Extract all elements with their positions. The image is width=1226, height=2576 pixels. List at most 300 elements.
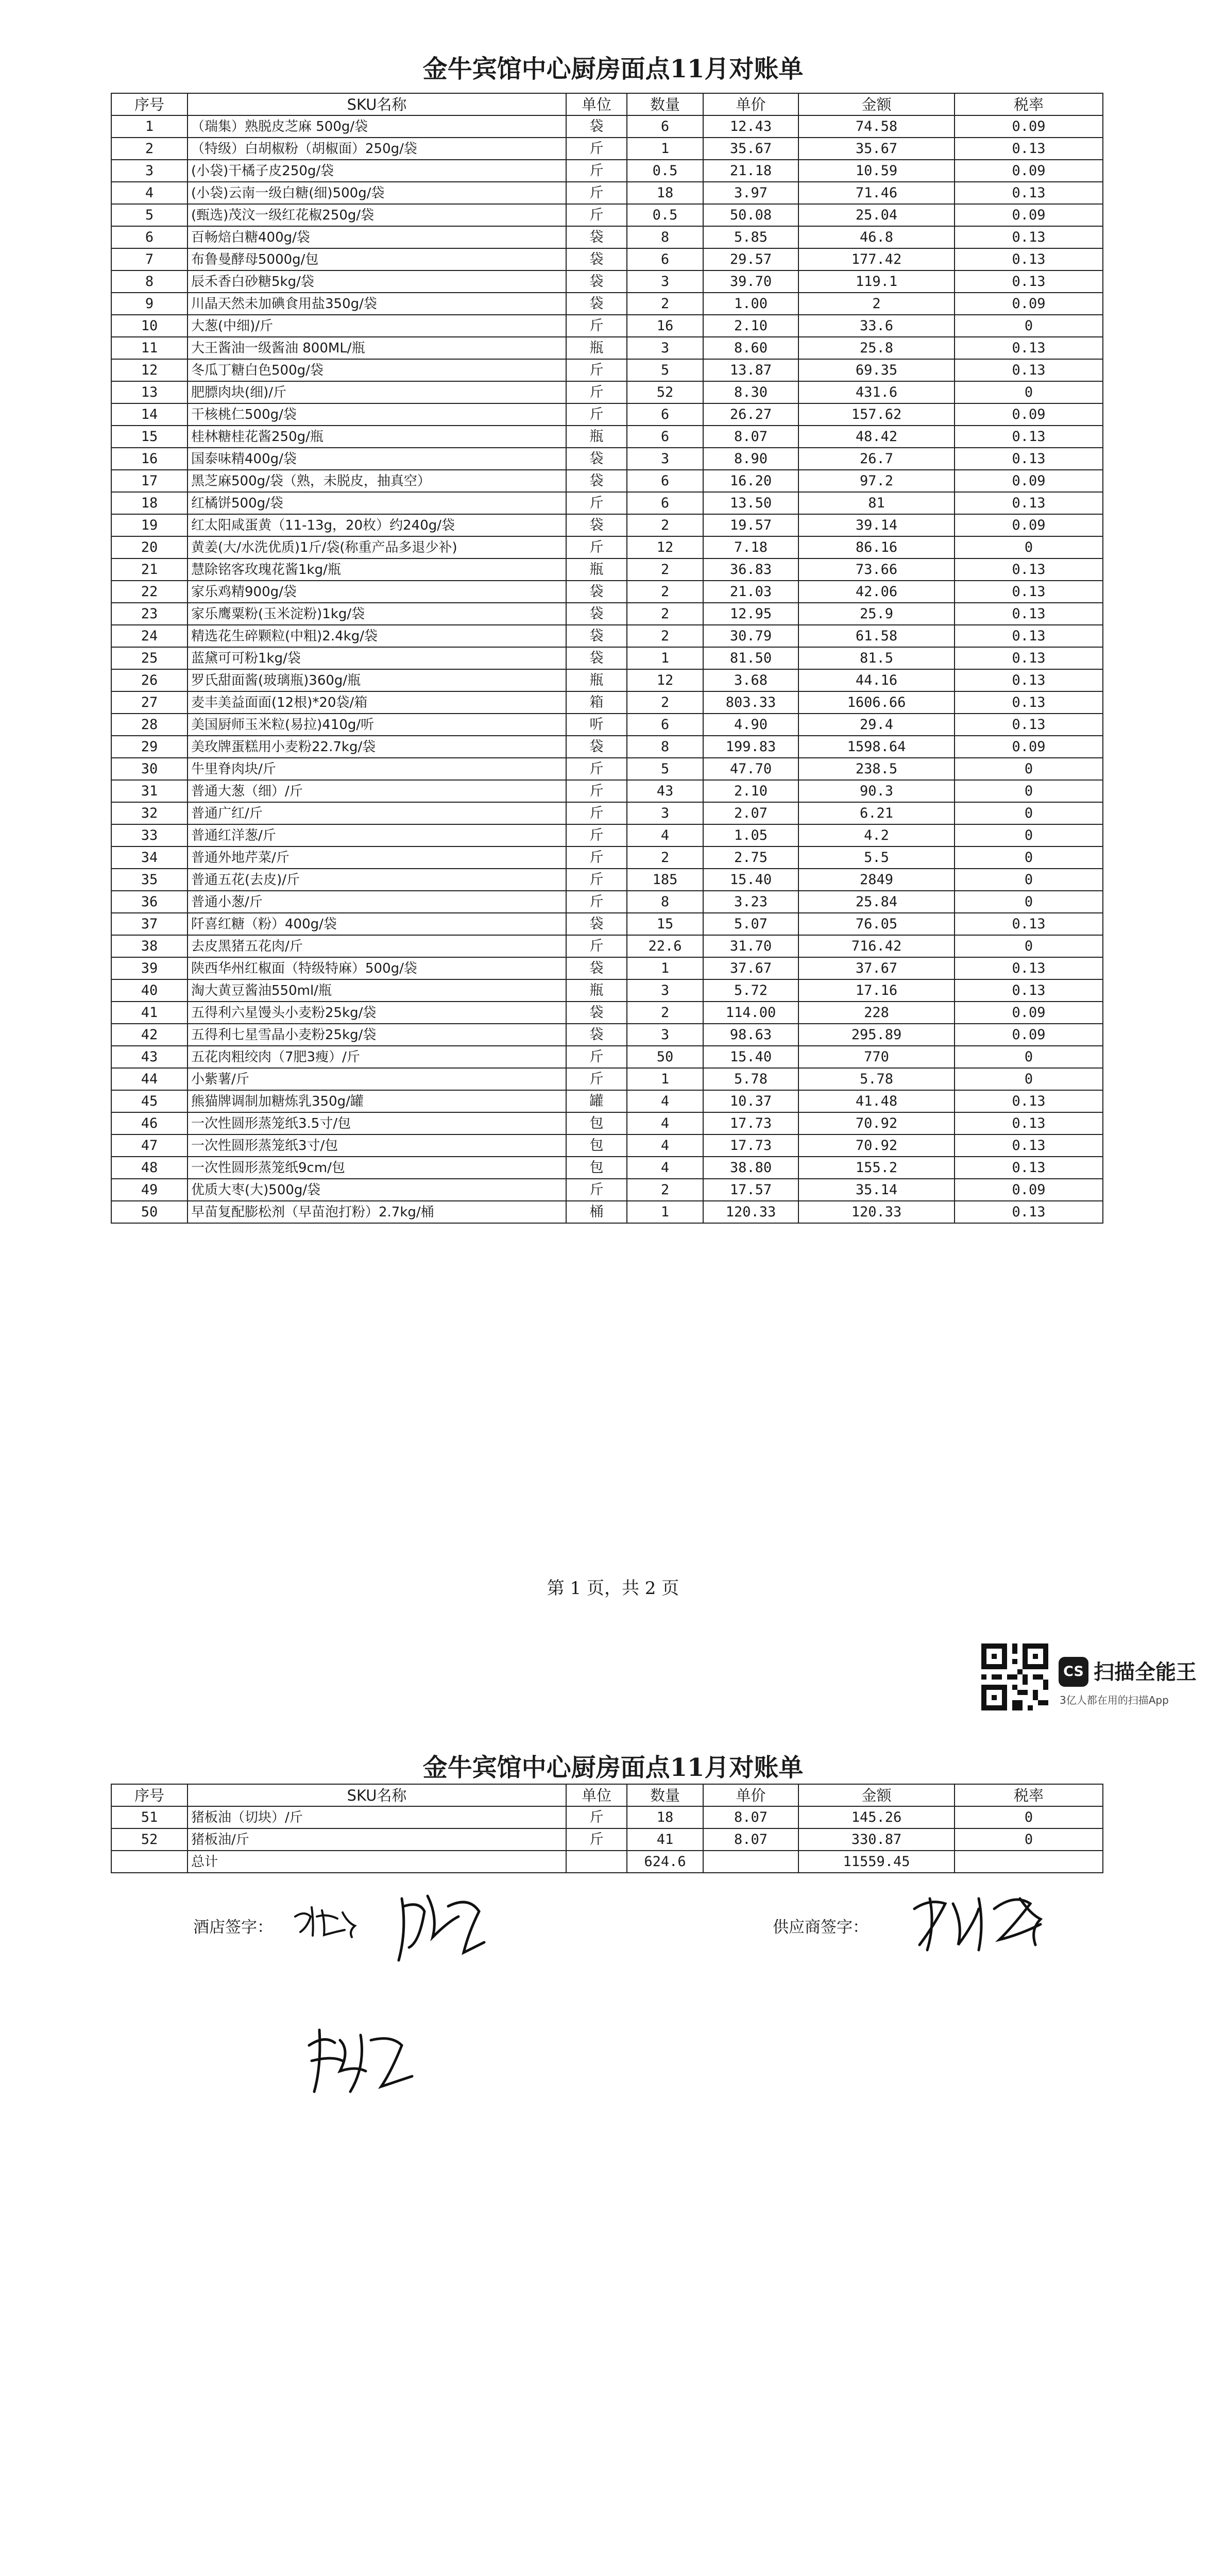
amount: 29.4: [798, 714, 955, 736]
hotel-signature-label: 酒店签字：: [193, 1918, 273, 1937]
unit: 斤: [566, 315, 627, 337]
scanner-watermark: [981, 1643, 1223, 1716]
table-row: [111, 691, 1103, 714]
table-row: [111, 846, 1103, 869]
sku-name: 熊猫牌调制加糖炼乳350g/罐: [188, 1090, 566, 1112]
sku-name: 早苗复配膨松剂（早苗泡打粉）2.7kg/桶: [188, 1201, 566, 1223]
amount: 157.62: [798, 403, 955, 426]
row-index: 14: [111, 403, 188, 426]
unit-price: 26.27: [703, 403, 798, 426]
unit: 瓶: [566, 669, 627, 691]
unit: 袋: [566, 448, 627, 470]
row-index: 19: [111, 514, 188, 536]
amount: 2: [798, 293, 955, 315]
row-index: 51: [111, 1806, 188, 1828]
row-index: 52: [111, 1828, 188, 1851]
tax-rate: 0: [955, 1806, 1103, 1828]
quantity: 8: [627, 736, 703, 758]
tax-rate: 0.09: [955, 160, 1103, 182]
amount: 228: [798, 1002, 955, 1024]
unit-price: 15.40: [703, 1046, 798, 1068]
unit-price: 17.57: [703, 1179, 798, 1201]
quantity: 6: [627, 115, 703, 138]
unit: 斤: [566, 381, 627, 403]
quantity: 4: [627, 1134, 703, 1157]
page-number: 第 1 页，共 2 页: [547, 1578, 679, 1599]
unit: 斤: [566, 1068, 627, 1090]
column-header: 单位: [566, 1784, 627, 1806]
unit-price: 15.40: [703, 869, 798, 891]
tax-rate: 0: [955, 846, 1103, 869]
unit: 袋: [566, 514, 627, 536]
row-index: 44: [111, 1068, 188, 1090]
unit-price: 19.57: [703, 514, 798, 536]
unit: 箱: [566, 691, 627, 714]
amount: 5.78: [798, 1068, 955, 1090]
table-row: [111, 913, 1103, 935]
table-row: [111, 470, 1103, 492]
scanner-slogan: 3亿人都在用的扫描App: [1060, 1694, 1169, 1706]
amount: 44.16: [798, 669, 955, 691]
quantity: 43: [627, 780, 703, 802]
unit: 斤: [566, 758, 627, 780]
unit-price: 1.00: [703, 293, 798, 315]
row-index: 34: [111, 846, 188, 869]
unit-price: 12.95: [703, 603, 798, 625]
amount: 431.6: [798, 381, 955, 403]
unit: 斤: [566, 1179, 627, 1201]
table-row: [111, 359, 1103, 381]
amount: 10.59: [798, 160, 955, 182]
quantity: 5: [627, 359, 703, 381]
sku-name: 普通外地芹菜/斤: [188, 846, 566, 869]
row-index: 21: [111, 558, 188, 581]
table-row: [111, 448, 1103, 470]
hotel-signature-2: [391, 1886, 495, 1973]
quantity: 3: [627, 270, 703, 293]
table-row: [111, 869, 1103, 891]
table-header-row: [111, 1784, 1103, 1806]
amount: 35.67: [798, 138, 955, 160]
quantity: 2: [627, 846, 703, 869]
quantity: 2: [627, 581, 703, 603]
unit-price: 35.67: [703, 138, 798, 160]
unit: 斤: [566, 359, 627, 381]
table-row: [111, 248, 1103, 270]
amount: 1606.66: [798, 691, 955, 714]
tax-rate: 0.13: [955, 1201, 1103, 1223]
tax-rate: 0.13: [955, 182, 1103, 204]
sku-name: 肥膘肉块(细)/斤: [188, 381, 566, 403]
amount: 76.05: [798, 913, 955, 935]
quantity: 1: [627, 1201, 703, 1223]
column-header: 税率: [955, 1784, 1103, 1806]
quantity: 18: [627, 1806, 703, 1828]
amount: 70.92: [798, 1134, 955, 1157]
table-row: [111, 182, 1103, 204]
table-row: [111, 270, 1103, 293]
table-row: [111, 581, 1103, 603]
quantity: 2: [627, 293, 703, 315]
amount: 145.26: [798, 1806, 955, 1828]
tax-rate: 0: [955, 824, 1103, 846]
unit: 罐: [566, 1090, 627, 1112]
sku-name: 普通五花(去皮)/斤: [188, 869, 566, 891]
table-row: [111, 1201, 1103, 1223]
quantity: 4: [627, 824, 703, 846]
unit-price: 5.07: [703, 913, 798, 935]
sku-name: 普通小葱/斤: [188, 891, 566, 913]
tax-rate: 0: [955, 381, 1103, 403]
quantity: 3: [627, 1024, 703, 1046]
quantity: 3: [627, 448, 703, 470]
sku-name: 一次性圆形蒸笼纸9cm/包: [188, 1157, 566, 1179]
quantity: 6: [627, 403, 703, 426]
row-index: 37: [111, 913, 188, 935]
table-row: [111, 1157, 1103, 1179]
table-row: [111, 426, 1103, 448]
sku-name: 桂林糖桂花酱250g/瓶: [188, 426, 566, 448]
quantity: 6: [627, 470, 703, 492]
unit-price: 8.90: [703, 448, 798, 470]
supplier-signature: [907, 1888, 1061, 1960]
amount: 177.42: [798, 248, 955, 270]
amount: 2849: [798, 869, 955, 891]
unit: 斤: [566, 403, 627, 426]
row-index: 16: [111, 448, 188, 470]
row-index: 47: [111, 1134, 188, 1157]
quantity: 18: [627, 182, 703, 204]
unit: 斤: [566, 536, 627, 558]
quantity: 2: [627, 1179, 703, 1201]
tax-rate: 0: [955, 1828, 1103, 1851]
unit: 袋: [566, 293, 627, 315]
tax-rate: 0.13: [955, 1090, 1103, 1112]
row-index: 23: [111, 603, 188, 625]
quantity: 2: [627, 514, 703, 536]
unit-price: 21.18: [703, 160, 798, 182]
amount: 4.2: [798, 824, 955, 846]
sku-name: 小紫薯/斤: [188, 1068, 566, 1090]
row-index: 31: [111, 780, 188, 802]
sku-name: 精选花生碎颗粒(中粗)2.4kg/袋: [188, 625, 566, 647]
row-index: 29: [111, 736, 188, 758]
table-row: [111, 226, 1103, 248]
row-index: 8: [111, 270, 188, 293]
row-index: 30: [111, 758, 188, 780]
amount: 70.92: [798, 1112, 955, 1134]
row-index: 11: [111, 337, 188, 359]
unit: 包: [566, 1134, 627, 1157]
unit-price: 2.07: [703, 802, 798, 824]
row-index: 27: [111, 691, 188, 714]
unit-price: 30.79: [703, 625, 798, 647]
table-row: [111, 1806, 1103, 1828]
column-header: 数量: [627, 93, 703, 115]
quantity: 6: [627, 714, 703, 736]
sku-name: 大葱(中细)/斤: [188, 315, 566, 337]
sku-name: 一次性圆形蒸笼纸3.5寸/包: [188, 1112, 566, 1134]
table-row: [111, 824, 1103, 846]
row-index: 38: [111, 935, 188, 957]
table-row: [111, 337, 1103, 359]
tax-rate: 0.13: [955, 1157, 1103, 1179]
amount: 120.33: [798, 1201, 955, 1223]
unit: 袋: [566, 581, 627, 603]
unit: 袋: [566, 115, 627, 138]
sku-name: 普通红洋葱/斤: [188, 824, 566, 846]
sku-name: 干核桃仁500g/袋: [188, 403, 566, 426]
table-row: [111, 625, 1103, 647]
column-header: 金额: [798, 1784, 955, 1806]
unit-price: 17.73: [703, 1134, 798, 1157]
row-index: 12: [111, 359, 188, 381]
sku-name: 牛里脊肉块/斤: [188, 758, 566, 780]
total-quantity: 624.6: [627, 1851, 703, 1873]
table-row: [111, 736, 1103, 758]
amount: 81: [798, 492, 955, 514]
sku-name: 淘大黄豆酱油550ml/瓶: [188, 979, 566, 1002]
amount: 81.5: [798, 647, 955, 669]
sku-name: (甄选)茂汶一级红花椒250g/袋: [188, 204, 566, 226]
table-row: [111, 979, 1103, 1002]
unit: 斤: [566, 204, 627, 226]
sku-name: 川晶天然未加碘食用盐350g/袋: [188, 293, 566, 315]
row-index: 41: [111, 1002, 188, 1024]
row-index: 17: [111, 470, 188, 492]
row-index: 42: [111, 1024, 188, 1046]
table-row: [111, 1134, 1103, 1157]
quantity: 4: [627, 1157, 703, 1179]
unit: 斤: [566, 1806, 627, 1828]
unit: 袋: [566, 647, 627, 669]
unit: 斤: [566, 1828, 627, 1851]
amount: 35.14: [798, 1179, 955, 1201]
sku-name: 大王酱油一级酱油 800ML/瓶: [188, 337, 566, 359]
hotel-signature-1: [291, 1901, 368, 1942]
sku-name: 五得利六星馒头小麦粉25kg/袋: [188, 1002, 566, 1024]
unit: 斤: [566, 160, 627, 182]
tax-rate: 0: [955, 536, 1103, 558]
unit: 瓶: [566, 426, 627, 448]
unit-price: 2.10: [703, 315, 798, 337]
amount: 73.66: [798, 558, 955, 581]
unit-price: 5.78: [703, 1068, 798, 1090]
tax-rate: 0.13: [955, 647, 1103, 669]
amount: 155.2: [798, 1157, 955, 1179]
tax-rate: 0.13: [955, 492, 1103, 514]
table-row: [111, 603, 1103, 625]
quantity: 1: [627, 647, 703, 669]
amount: 330.87: [798, 1828, 955, 1851]
sku-name: (小袋)云南一级白糖(细)500g/袋: [188, 182, 566, 204]
sku-name: 慧除铭客玫瑰花酱1kg/瓶: [188, 558, 566, 581]
sku-name: 红橘饼500g/袋: [188, 492, 566, 514]
total-cell: [111, 1851, 188, 1873]
row-index: 26: [111, 669, 188, 691]
unit: 桶: [566, 1201, 627, 1223]
tax-rate: 0.13: [955, 337, 1103, 359]
quantity: 3: [627, 802, 703, 824]
quantity: 185: [627, 869, 703, 891]
row-index: 9: [111, 293, 188, 315]
row-index: 35: [111, 869, 188, 891]
amount: 74.58: [798, 115, 955, 138]
table-row: [111, 1002, 1103, 1024]
page-title: 金牛宾馆中心厨房面点11月对账单: [422, 55, 804, 83]
row-index: 24: [111, 625, 188, 647]
amount: 97.2: [798, 470, 955, 492]
unit-price: 50.08: [703, 204, 798, 226]
scanner-logo-icon: CS: [1059, 1657, 1088, 1687]
table-row: [111, 1046, 1103, 1068]
ledger-table-page-1: [111, 93, 1103, 1224]
sku-name: (小袋)干橘子皮250g/袋: [188, 160, 566, 182]
row-index: 28: [111, 714, 188, 736]
tax-rate: 0.09: [955, 736, 1103, 758]
tax-rate: 0.13: [955, 979, 1103, 1002]
unit: 斤: [566, 138, 627, 160]
tax-rate: 0.13: [955, 270, 1103, 293]
amount: 25.84: [798, 891, 955, 913]
amount: 69.35: [798, 359, 955, 381]
row-index: 43: [111, 1046, 188, 1068]
tax-rate: 0.13: [955, 426, 1103, 448]
amount: 61.58: [798, 625, 955, 647]
table-row: [111, 1024, 1103, 1046]
tax-rate: 0: [955, 1046, 1103, 1068]
quantity: 3: [627, 979, 703, 1002]
tax-rate: 0: [955, 315, 1103, 337]
unit-price: 8.07: [703, 1828, 798, 1851]
amount: 71.46: [798, 182, 955, 204]
row-index: 33: [111, 824, 188, 846]
amount: 48.42: [798, 426, 955, 448]
unit: 斤: [566, 492, 627, 514]
quantity: 16: [627, 315, 703, 337]
amount: 90.3: [798, 780, 955, 802]
supplier-signature-label: 供应商签字：: [773, 1918, 869, 1937]
amount: 295.89: [798, 1024, 955, 1046]
amount: 33.6: [798, 315, 955, 337]
amount: 25.8: [798, 337, 955, 359]
unit: 斤: [566, 846, 627, 869]
quantity: 50: [627, 1046, 703, 1068]
column-header: 单价: [703, 1784, 798, 1806]
quantity: 52: [627, 381, 703, 403]
amount: 42.06: [798, 581, 955, 603]
total-cell: [955, 1851, 1103, 1873]
total-cell: [703, 1851, 798, 1873]
unit-price: 3.23: [703, 891, 798, 913]
unit-price: 199.83: [703, 736, 798, 758]
sku-name: 阡喜红糖（粉）400g/袋: [188, 913, 566, 935]
qr-code-icon: [981, 1643, 1048, 1710]
quantity: 5: [627, 758, 703, 780]
sku-name: 猪板油（切块）/斤: [188, 1806, 566, 1828]
table-row: [111, 780, 1103, 802]
table-row: [111, 957, 1103, 979]
sku-name: 黄姜(大/水洗优质)1斤/袋(称重产品多退少补): [188, 536, 566, 558]
table-row: [111, 802, 1103, 824]
column-header: 序号: [111, 1784, 188, 1806]
amount: 26.7: [798, 448, 955, 470]
unit: 袋: [566, 1002, 627, 1024]
unit: 袋: [566, 625, 627, 647]
tax-rate: 0.13: [955, 448, 1103, 470]
tax-rate: 0.09: [955, 115, 1103, 138]
unit-price: 2.75: [703, 846, 798, 869]
unit-price: 3.68: [703, 669, 798, 691]
amount: 770: [798, 1046, 955, 1068]
row-index: 50: [111, 1201, 188, 1223]
tax-rate: 0.13: [955, 913, 1103, 935]
table-row: [111, 138, 1103, 160]
table-row: [111, 1828, 1103, 1851]
unit-price: 4.90: [703, 714, 798, 736]
table-header-row: [111, 93, 1103, 115]
unit-price: 36.83: [703, 558, 798, 581]
tax-rate: 0.09: [955, 1002, 1103, 1024]
quantity: 2: [627, 603, 703, 625]
sku-name: 百畅焙白糖400g/袋: [188, 226, 566, 248]
tax-rate: 0.09: [955, 403, 1103, 426]
unit: 袋: [566, 1024, 627, 1046]
sku-name: 陕西华州红椒面（特级特麻）500g/袋: [188, 957, 566, 979]
unit: 袋: [566, 603, 627, 625]
unit-price: 8.60: [703, 337, 798, 359]
unit-price: 2.10: [703, 780, 798, 802]
unit: 瓶: [566, 558, 627, 581]
quantity: 1: [627, 138, 703, 160]
tax-rate: 0.13: [955, 248, 1103, 270]
tax-rate: 0.09: [955, 1179, 1103, 1201]
row-index: 3: [111, 160, 188, 182]
unit: 斤: [566, 182, 627, 204]
total-label: 总计: [188, 1851, 566, 1873]
table-row: [111, 381, 1103, 403]
amount: 41.48: [798, 1090, 955, 1112]
table-row: [111, 403, 1103, 426]
column-header: 数量: [627, 1784, 703, 1806]
row-index: 18: [111, 492, 188, 514]
unit-price: 47.70: [703, 758, 798, 780]
sku-name: 五花肉粗绞肉（7肥3瘦）/斤: [188, 1046, 566, 1068]
quantity: 6: [627, 492, 703, 514]
tax-rate: 0.13: [955, 558, 1103, 581]
quantity: 4: [627, 1112, 703, 1134]
quantity: 8: [627, 891, 703, 913]
total-cell: [566, 1851, 627, 1873]
tax-rate: 0.13: [955, 226, 1103, 248]
sku-name: 五得利七星雪晶小麦粉25kg/袋: [188, 1024, 566, 1046]
ledger-table-page-2: [111, 1784, 1103, 1873]
quantity: 12: [627, 669, 703, 691]
table-row: [111, 1090, 1103, 1112]
row-index: 48: [111, 1157, 188, 1179]
amount: 37.67: [798, 957, 955, 979]
sku-name: 家乐鹰粟粉(玉米淀粉)1kg/袋: [188, 603, 566, 625]
quantity: 0.5: [627, 160, 703, 182]
quantity: 8: [627, 226, 703, 248]
amount: 716.42: [798, 935, 955, 957]
scanner-brand-name: 扫描全能王: [1094, 1660, 1197, 1684]
sku-name: 美国厨师玉米粒(易拉)410g/听: [188, 714, 566, 736]
unit: 袋: [566, 736, 627, 758]
unit: 瓶: [566, 979, 627, 1002]
unit: 袋: [566, 248, 627, 270]
row-index: 36: [111, 891, 188, 913]
